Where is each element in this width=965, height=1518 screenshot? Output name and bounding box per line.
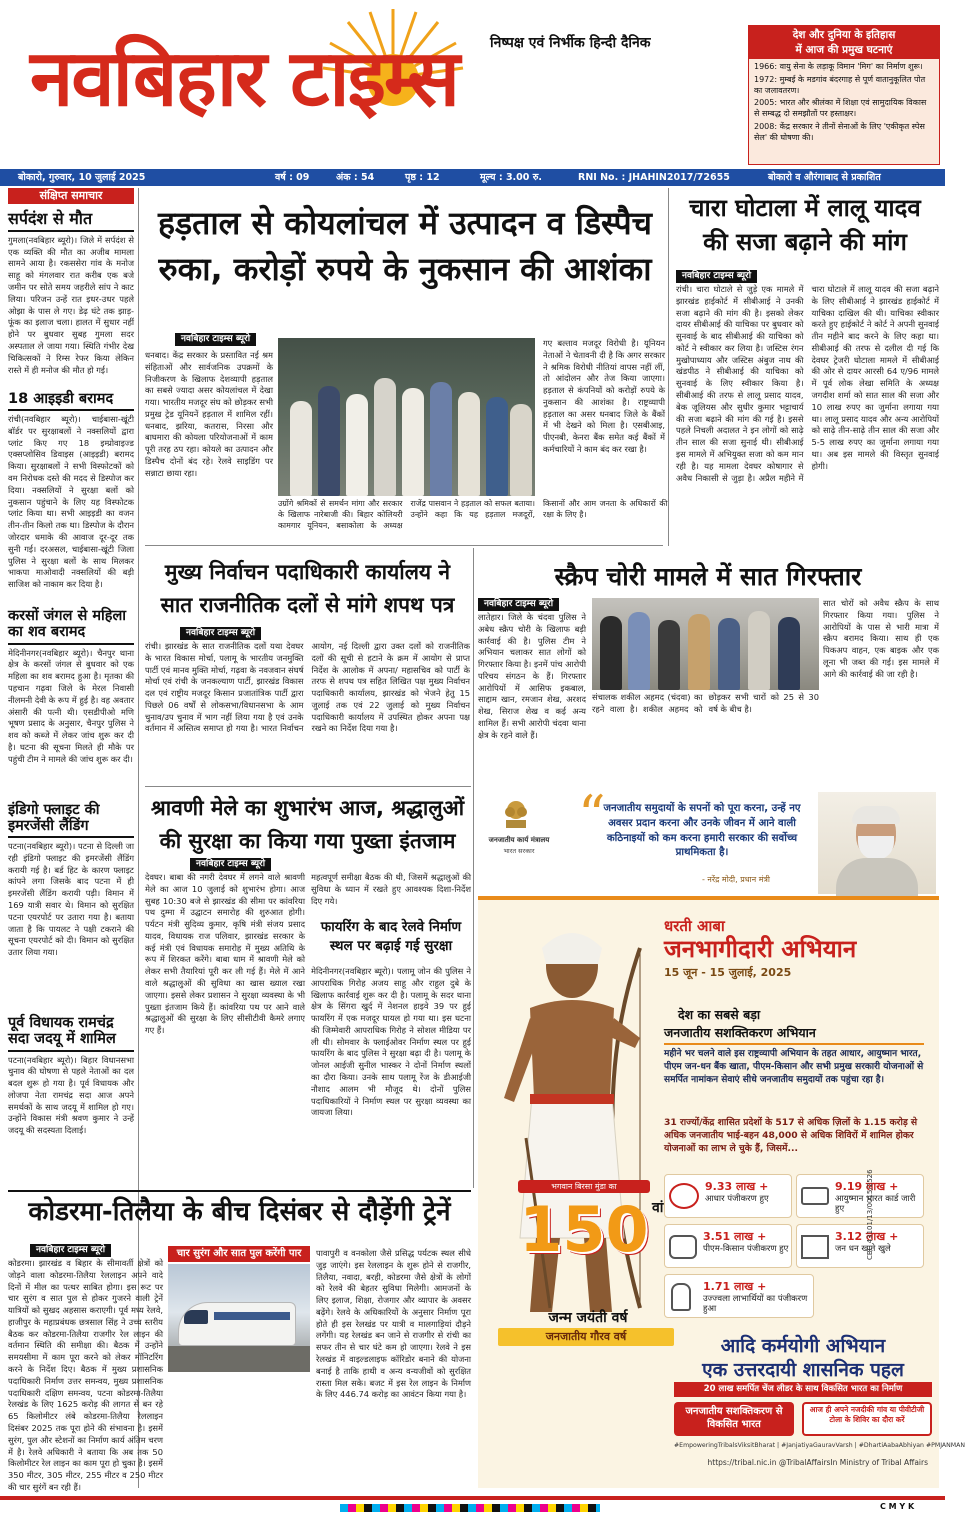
ad-campaign-big: जनभागीदारी अभियान xyxy=(664,935,857,963)
scrap-caption: संचालक शकील अहमद (चंदवा) का रहने वाला है। शकील अहमद को छोड़कर सभी चारों को 25 से 30 वर्ष के बीच है। xyxy=(592,692,819,714)
fodder-headline-line1: चारा घोटाला में लालू यादव xyxy=(689,194,921,222)
anniversary-badge xyxy=(518,1180,650,1328)
history-item: 1972: मुम्बई के मडगांव बंदरगाह से पूर्ण वातानुकूलित पोत का जलावतरण। xyxy=(754,74,926,95)
dateline-issue: अंक : 54 xyxy=(336,172,375,183)
divider xyxy=(668,188,669,546)
stat-value: 9.19 लाख + xyxy=(835,1180,899,1193)
brief-text: पटना(नवबिहार ब्यूरो)। पटना से दिल्ली जा रही इंडिगो फ्लाइट की इमरजेंसी लैंडिंग करायी गई है। बर्ड हिट के कारण फ्लाइट कांपने लगा जिसके बाद पटना में ही इमरजेंसी लैंडिंग करायी पड़ी। विमान में 169 यात्री सवार थे। विमान को सुरक्षित पटना एयरपोर्ट पर उतारा गया है। बताया जाता है कि पायलट ने पक्षी टकराने की सूचना एयरपोर्ट को दी। विमान को सुरक्षित उतार लिया गया। xyxy=(8,841,134,958)
footer-line xyxy=(0,1496,945,1500)
divider xyxy=(473,548,474,1188)
shravani-headline xyxy=(145,796,470,854)
koderma-text-right: पावापुरी व वनकोला जैसे प्रसिद्ध पर्यटक स्थल सीधे जुड़ जाएंगे। इस रेललाइन के शुरू होने से राजगीर, तिलैया, नवादा, बरही, कोडरमा जैसे क्षेत्रों के लोगों को रेलवे की बेहतर सुविधा मिलेगी। आमजनों के लिए इलाज, शिक्षा, रोजगार और व्यापार के अवसर बढ़ेंगे। रेलवे के अधिकारियों के अनुसार निर्माण पूरा होते ही इस रेलखंड पर यात्री व मालगाड़ियां दौड़ने लगेंगी। यह रेलखंड बन जाने से राजगीर से रांची का सफर तीन से चार घंटे कम हो जाएगा। रेलवे ने इस रेलखंड में वाइल्डलाइफ कॉरिडोर बनाने की योजना बनाई है ताकि हाथी व अन्य वन्यजीवों को सुरक्षित रास्ता मिल सके। बजट में इस रेल लाइन के निर्माण के लिए 446.74 करोड़ का आवंटन किया गया है। xyxy=(316,1248,471,1400)
shravani-headline-line1: श्रावणी मेले का शुभारंभ आज, श्रद्धालुओं xyxy=(150,796,465,820)
ad-top xyxy=(478,784,939,896)
lead-text-right: गए बल्ताव मजदूर विरोधी है। यूनियन नेताओं ने चेतावनी दी है कि अगर सरकार ने श्रमिक विरोधी नीतियां वापस नहीं लीं, तो आंदोलन और तेज किया जाएगा। हड़ताल से कंपनियों को करोड़ों रुपये के नुकसान की आशंका है। राष्ट्रव्यापी हड़ताल का असर धनबाद जिले के बैंकों में भी देखने को मिला है। एसबीआइ, पीएनबी, केनरा बैंक समेत कई बैंकों में कर्मचारियों ने काम बंद कर रखा है। xyxy=(543,338,665,455)
lead-headline xyxy=(145,205,665,289)
anniversary-suffix: वां xyxy=(652,1200,664,1216)
lead-headline-line2: रुका, करोड़ों रुपये के नुकसान की आशंका xyxy=(158,249,652,288)
lead-byline: नवबिहार टाइम्स ब्यूरो xyxy=(175,333,256,346)
lead-caption: उग्रोंगे श्रमिकों से समर्थन मांगा और सरकार के खिलाफ नारेबाजी की। बिहार कोलियरी कामगार यूनियन, बसाकोला के अध्यक्ष राजेंद्र पासवान ने हड़ताल को सफल बताया। उन्होंने कहा कि यह हड़ताल मजदूरों, किसानों और आम जनता के अधिकारों की रक्षा के लिए है। xyxy=(278,499,668,531)
firing-headline-line1: फायरिंग के बाद रेलवे निर्माण xyxy=(320,919,462,935)
ad-cbc: CBC 43101/13/0015/2526 xyxy=(866,1169,874,1260)
ad-desc: महीने भर चलने वाले इस राष्ट्रव्यापी अभियान के तहत आधार, आयुष्मान भारत, पीएम जन-धन बैंक खाता, पीएम-किसान और सभी प्रमुख सरकारी योजनाओं से समर्पित नामांकन सेवाएं सीधे जनजातीय समुदायों तक पहुंचा रहा है। xyxy=(664,1049,924,1085)
fodder-headline xyxy=(670,194,940,257)
brief-title: करसों जंगल से महिला का शव बरामद xyxy=(8,608,134,644)
koderma-text: कोडरमा। झारखंड व बिहार के सीमावर्ती क्षेत्रों को जोड़ने वाला कोडरमा-तिलैया रेललाइन अपने वादे दिनों में मील का पत्थर साबित होगा। इस रूट पर चार सुरंग व सात पुल से होकर गुजरने वाली ट्रेनें यात्रियों को सुखद अहसास कराएगी। पूर्व मध्य रेलवे, हाजीपुर के महाप्रबंधक छत्रसाल सिंह ने उच्च स्तरीय बैठक कर कोडरमा-तिलैया राजगीर रेल लाइन की वर्तमान स्थिति की समीक्षा की। बैठक में उन्होंने समयसीमा में काम पूरा करने को लेकर मॉनिटरिंग करने के निर्देश दिए। बैठक में मुख्य प्रशासनिक पदाधिकारी निर्माण उत्तर समन्वय, मुख्य प्रशासनिक पदाधिकारी दक्षिण समन्वय, पटना कोडरमा-तिलैया रेलखंड के लिए 1625 करोड़ की लागत से बन रहे 65 किलोमीटर लंबे कोडरमा-तिलैया रेललाइन दिसंबर 2025 तक पूरा होने की संभावना है। इसमें सुरंग, पुल और स्टेशनों का निर्माण कार्य अंतिम चरण में है। रेलवे अधिकारी ने बताया कि अब तक 50 किलोमीटर रेल लाइन का काम पूरा हो चुका है। इसमें 350 मीटर, 305 मीटर, 255 मीटर व 250 मीटर की चार सुरंगें बन रही हैं। xyxy=(8,1258,163,1492)
history-item: 2008: केंद्र सरकार ने तीनों सेनाओं के लिए 'एकीकृत स्पेस सेल' की घोषणा की। xyxy=(754,121,925,142)
divider xyxy=(145,786,471,787)
cmyk-label: C M Y K xyxy=(880,1502,915,1511)
card-icon xyxy=(801,1187,829,1205)
ad-ministry-en: भारत सरकार xyxy=(503,847,535,855)
koderma-byline: नवबिहार टाइम्स ब्यूरो xyxy=(30,1244,111,1257)
ad-orange-band xyxy=(478,896,939,900)
stat-card-aadhaar xyxy=(664,1174,792,1218)
anniversary-top: भगवान बिरसा मुंडा का xyxy=(518,1180,650,1193)
dateline-pages: पृष्ठ : 12 xyxy=(405,172,440,183)
brief-header: संक्षिप्त समाचार xyxy=(8,188,134,204)
ad-left-pill: जनजातीय सशक्तिकरण से विकसित भारत xyxy=(674,1402,794,1436)
tractor-icon xyxy=(669,1235,697,1259)
ad-panel xyxy=(478,784,965,1488)
scrap-headline: स्क्रैप चोरी मामले में सात गिरफ्तार xyxy=(554,562,862,591)
election-headline-line1: मुख्य निर्वाचन पदाधिकारी कार्यालय ने xyxy=(164,560,451,584)
fodder-headline-line2: की सजा बढ़ाने की मांग xyxy=(703,228,907,257)
brief-text: मेदिनीनगर(नवबिहार ब्यूरो)। चैनपुर थाना क्षेत्र के करसों जंगल से बुधवार को एक महिला का शव बरामद हुआ है। मृतका की पहचान गढ़वा जिले के मेरल निवासी नीलमनी देवी के रूप में हुई है। वह अवतार अंसारी की पत्नी थी। एसडीपीओ मणि भूषण प्रसाद के अनुसार, चैनपुर पुलिस ने शव को कब्जे में लेकर जांच शुरू कर दी है। घटना की सूचना मिलते ही मौके पर पहुंची टीम ने मामले की जांच शुरू कर दी। xyxy=(8,647,134,764)
registration-marks xyxy=(340,1504,600,1512)
stat-label: आयुष्मान भारत कार्ड जारी हुए xyxy=(835,1194,916,1214)
ad-ministry: जनजातीय कार्य मंत्रालय xyxy=(488,836,550,844)
stat-value: 9.33 लाख + xyxy=(705,1180,769,1193)
stat-value: 3.12 लाख + xyxy=(835,1230,899,1243)
ad-sub2: जनजातीय सशक्तिकरण अभियान xyxy=(664,1024,924,1045)
dateline-date: बोकारो, गुरुवार, 10 जुलाई 2025 xyxy=(18,172,146,183)
ad-dates: 15 जून - 15 जुलाई, 2025 xyxy=(664,966,792,980)
masthead-tagline: निष्पक्ष एवं निर्भीक हिन्दी दैनिक xyxy=(490,35,651,51)
fodder-byline: नवबिहार टाइम्स ब्यूरो xyxy=(676,270,757,283)
shravani-text: देवघर। बाबा की नगरी देवघर में लगने वाले श्रावणी मेले का आज 10 जुलाई को शुभारंभ होगा। आज सुबह 10:30 बजे से झारखंड की सीमा पर कांवरिया पथ दुम्मा में उद्घाटन समारोह की शुरुआत होगी। पर्यटन मंत्री सुदिव्य कुमार, कृषि मंत्री संजय प्रसाद यादव, विधायक राज पलिवार, झारखंड सरकार के कई मंत्री एवं विधायक समारोह में मुख्य अतिथि के रूप में शिरकत करेंगे। बाबा धाम में श्रावणी मेले को लेकर सभी तैयारियां पूरी कर ली गई हैं। मेले में आने वाले श्रद्धालुओं की सुविधा का खास ख्याल रखा जाएगा। इससे लेकर प्रशासन ने सुरक्षा व्यवस्था के भी पुख्ता इंतजाम किये हैं। कांवरिया पथ पर आने वाले श्रद्धालुओं की सुरक्षा के लिए सीसीटीवी कैमरे लगाए गए हैं। xyxy=(145,872,305,1036)
stat-card-pmkisan xyxy=(664,1224,792,1268)
brief-title: 18 आइइडी बरामद xyxy=(8,391,134,411)
stat-label: आधार पंजीकरण हुए xyxy=(705,1194,769,1204)
anniversary-number: 150 xyxy=(519,1193,649,1266)
brief-title: पूर्व विधायक रामचंद्र सदा जदयू में शामिल xyxy=(8,1015,134,1051)
ad-hashtags: #EmpoweringTribalsViksitBharat | #JanjatiyaGauravVarsh | #DhartiAabaAbhiyan #PMJANMAN xyxy=(674,1442,965,1449)
dateline-rni: RNI No. : JHAHIN2017/72655 xyxy=(578,172,730,183)
scrap-text-right: सात चोरों को अवैध स्क्रैप के साथ गिरफ्तार किया गया। पुलिस ने आरोपियों के पास से भारी मात्रा में स्क्रैप बरामद किया। साथ ही एक पिकअप वाहन, एक बाइक और एक लूना भी जब्त की गई। इस मामले में आगे की कार्रवाई की जा रही है। xyxy=(823,598,939,679)
election-headline xyxy=(145,560,470,618)
dateline-published: बोकारो व औरंगाबाद से प्रकाशित xyxy=(768,172,881,183)
lead-text-left: धनबाद। केंद्र सरकार के प्रस्तावित नई श्रम संहिताओं और सार्वजनिक उपक्रमों के निजीकरण के खिलाफ देशव्यापी हड़ताल का सबसे ज्यादा असर कोयलांचल में देखा गया। भारतीय मजदूर संघ को छोड़कर सभी प्रमुख ट्रेड यूनियनें हड़ताल में शामिल रहीं। धनबाद, झरिया, कतरास, निरसा और बाघमारा की कोयला परियोजनाओं में काम पूरी तरह ठप रहा। कोयले का उत्पादन और डिस्पैच दोनों बंद रहे। रेलवे साइडिंग पर सन्नाटा छाया रहा। xyxy=(145,350,273,478)
election-text: रांची। झारखंड के सात राजनीतिक दलों यथा देवघर के भारत विकास मोर्चा, पलामू के भारतीय जनमुक्ति पार्टी एवं मानव मुक्ति मोर्चा, गढ़वा के नवजवान संघर्ष मोर्चा एवं रांची के जनकल्याण पार्टी, झारखंड विकास दल एवं राष्ट्रीय मजदूर किसान प्रजातांत्रिक पार्टी द्वारा पिछले 06 वर्षों से लोकसभा/विधानसभा के आम चुनाव/उप चुनाव में भाग नहीं लिया गया है एवं उनके वर्तमान में अस्तित्व समाप्त हो गया है। भारत निर्वाचन आयोग, नई दिल्ली द्वारा उक्त दलों को राजनीतिक दलों की सूची से हटाने के क्रम में आयोग से प्राप्त निर्देश के आलोक में अपना/ महासचिव को पार्टी के तरफ से शपथ पत्र सहित लिखित पक्ष मुख्य निर्वाचन पदाधिकारी कार्यालय, झारखंड को भेजने हेतु 15 जुलाई तक एवं 22 जुलाई को मुख्य निर्वाचन पदाधिकारी कार्यालय में उपस्थित होकर अपना पक्ष रखने का निर्देश दिया गया है। xyxy=(145,641,470,734)
koderma-headline: कोडरमा-तिलैया के बीच दिसंबर से दौड़ेंगी ट्रेनें xyxy=(28,1197,451,1227)
ad-quote-by: - नरेंद्र मोदी, प्रधान मंत्री xyxy=(702,875,770,884)
lead-photo xyxy=(278,338,535,496)
stat-card-jandhan xyxy=(796,1224,924,1268)
history-header-2: में आज की प्रमुख घटनाएं xyxy=(795,44,893,56)
aadhaar-icon xyxy=(669,1183,699,1209)
shravani-text-right: महत्वपूर्ण समीक्षा बैठक की थी, जिसमें श्रद्धालुओं की सुविधा के ध्यान में रखते हुए आवश्यक दिशा-निर्देश दिए गये। xyxy=(311,872,471,906)
lead-headline-line1: हड़ताल से कोयलांचल में उत्पादन व डिस्पैच xyxy=(158,204,652,242)
masthead xyxy=(0,0,945,168)
brief-text: रांची(नवबिहार ब्यूरो)। चाईबासा-खूंटी बॉर्डर पर सुरक्षाबलों ने नक्सलियों द्वारा प्लांट किए गए 18 इम्प्रोवाइज्ड एक्सप्लोसिव डिवाइस (आइइडी) बरामद किया। सुरक्षाबलों ने सभी विस्फोटकों को वम निरोधक दस्ते की मदद से डिस्पोज कर दिया। नक्सलियों ने सुरक्षा बलों को नुकसान पहुंचाने के लिए यह विस्फोटक प्लांट किया था। सभी आइइडी का वजन तीन-तीन किलो तक था। डिस्पोज के दौरान जोरदार धमाके की आवाज दूर-दूर तक सुनी गई। दरअसल, चाईबासा-खूंटी जिला पुलिस ने सुरक्षा बलों के साथ मिलकर भाकपा माओवादी नक्सलियों की बड़ी साजिश को नाकाम कर दिया है। xyxy=(8,414,134,590)
dateline-bar xyxy=(0,169,945,186)
scrap-byline: नवबिहार टाइम्स ब्यूरो xyxy=(478,598,559,611)
stat-value: 1.71 लाख + xyxy=(703,1280,767,1293)
election-byline: नवबिहार टाइम्स ब्यूरो xyxy=(180,627,261,640)
train-photo xyxy=(168,1264,310,1372)
ad-bottom-title2: एक उत्तरदायी शासनिक पहल xyxy=(702,1359,904,1381)
emblem-icon xyxy=(502,798,530,832)
ad-right-pill: आज ही अपने नजदीकी गांव या पीवीटीजी टोला के शिविर का दौरा करें xyxy=(802,1402,932,1436)
ad-bottom-title1: आदि कर्मयोगी अभियान xyxy=(720,1335,886,1357)
stat-card-ayushman xyxy=(796,1174,924,1218)
ad-bottom-band: 20 लाख समर्पित चेंज लीडर के साथ विकसित भारत का निर्माण xyxy=(674,1382,932,1397)
election-headline-line2: सात राजनीतिक दलों से मांगे शपथ पत्र xyxy=(160,592,455,617)
ad-campaign-small: धरती आबा xyxy=(664,917,725,935)
stat-label: पीएम-किसान पंजीकरण हुए xyxy=(703,1244,789,1254)
stat-label: उज्ज्वला लाभार्थियों का पंजीकरण हुआ xyxy=(703,1294,808,1314)
stat-label: जन धन खाते खुले xyxy=(835,1244,891,1254)
dateline-year: वर्ष : 09 xyxy=(275,172,310,183)
divider xyxy=(8,1190,471,1192)
ad-reach: 31 राज्यों/केंद्र शासित प्रदेशों के 517 से अधिक ज़िलों के 1.15 करोड़ से अधिक जनजातीय भाई-बहन 48,000 से अधिक शिविरों में शामिल होकर योजनाओं का लाभ ले चुके हैं, जिसमें... xyxy=(664,1117,918,1155)
modi-photo xyxy=(818,792,936,894)
dateline-price: मूल्य : 3.00 रु. xyxy=(480,172,542,183)
brief-title: सर्पदंश से मौत xyxy=(8,210,134,232)
shravani-byline: नवबिहार टाइम्स ब्यूरो xyxy=(190,858,271,871)
firing-headline xyxy=(311,920,471,955)
anniversary-band: जनजातीय गौरव वर्ष xyxy=(498,1328,674,1346)
ad-sub1: देश का सबसे बड़ा xyxy=(678,1007,761,1022)
gas-icon xyxy=(671,1283,691,1311)
ad-quote: जनजातीय समुदायों के सपनों को पूरा करना, उन्हें नए अवसर प्रदान करना और उनके जीवन में आने वाली कठिनाइयों को कम करना हमारी सरकार की सर्वोच्च प्राथमिकता है। xyxy=(603,803,801,859)
masthead-title: नवबिहार टाइम्स xyxy=(30,34,458,124)
shravani-headline-line2: की सुरक्षा का किया गया पुख्ता इंतजाम xyxy=(159,828,456,853)
koderma-subbanner: चार सुरंग और सात पुल करेंगी पार xyxy=(168,1246,310,1262)
ad-links: https://tribal.nic.in @TribalAffairsIn Ministry of Tribal Affairs xyxy=(707,1458,928,1467)
brief-text: गुमला(नवबिहार ब्यूरो)। जिले में सर्पदंश से एक व्यक्ति की मौत का अजीब मामला सामने आया है। रकससेरा गांव के मनोज साहू को मंगलवार रात करीब एक बजे जमीन पर सोते समय जहरीले सांप ने काट लिया। परिजन उन्हें रात इधर-उधर पहले ओझा के पास ले गए। डेढ़ घंटे तक झाड़-फूंक का इलाज चला। हालत में सुधार नहीं होने पर बुधवार सुबह गुमला सदर अस्पताल ले जाया गया। स्थिति गंभीर देख चिकित्सकों ने रिम्स रेफर किया लेकिन रास्ते में ही मनोज की मौत हो गई। xyxy=(8,234,134,375)
firing-text: मेदिनीनगर(नवबिहार ब्यूरो)। पलामू जोन की पुलिस ने आपराधिक गिरोह अजय साहू और राहुल दुबे के खिलाफ कार्रवाई शुरू कर दी है। पलामू के सदर थाना क्षेत्र के सिंगरा खुर्द में नेशनल हाइवे 39 पर हुई फायरिंग में एक मजदूर घायल हो गया था। इस घटना की जिम्मेवारी आपराधिक गिरोह ने सोशल मीडिया पर ली थी। सोमवार के फ्लाईओवर निर्माण स्थल पर हुई फायरिंग के बाद पुलिस ने सुरक्षा बढ़ा दी है। पलामू के जोनल आईजी सुनील भास्कर ने दोनों निर्माण स्थलों का दौरा किया। उनके साथ पलामू रेंज के डीआईजी नौशाद आलम भी मौजूद थे। दोनों पुलिस पदाधिकारियों ने निर्माण स्थल पर सुरक्षा व्यवस्था का जायजा लिया। xyxy=(311,966,471,1118)
bank-icon xyxy=(801,1235,829,1259)
stat-value: 3.51 लाख + xyxy=(703,1230,767,1243)
firing-headline-line2: स्थल पर बढ़ाई गई सुरक्षा xyxy=(329,937,453,954)
brief-title: इंडिगो फ्लाइट की इमरजेंसी लैंडिंग xyxy=(8,802,134,838)
brief-text: पटना(नवबिहार ब्यूरो)। बिहार विधानसभा चुनाव की घोषणा से पहले नेताओं का दल बदल शुरू हो गया है। पूर्व विधायक और लोजपा नेता रामचंद्र सदा आज अपने समर्थकों के साथ जदयू में शामिल हो गए। उन्होंने विकास मंत्री श्रवण कुमार ने उन्हें जदयू की सदस्यता दिलाई। xyxy=(8,1054,134,1136)
fodder-text: रांची। चारा घोटाले से जुड़े एक मामले में झारखंड हाईकोर्ट में सीबीआई ने उनकी सजा बढ़ाने की मांग की है। इसको लेकर दायर सीबीआई की याचिका पर बुधवार को सुनवाई के बाद सीबीआई की याचिका को कोर्ट ने स्वीकार कर लिया है। जस्टिस रंगन मुखोपाध्याय और जस्टिस अंबुज नाथ की खंडपीठ ने सीबीआई की याचिका को सुनवाई के लिए स्वीकार किया है। सीबीआई की तरफ से लालू प्रसाद यादव, बेक जूलियस और सुधीर कुमार भट्टाचार्य की सजा बढ़ाने की मांग की गई है। इससे पहले निचली अदालत ने इन लोगों को साढ़े तीन साल की सजा सुनाई थी। सीबीआई इस मामले में अभियुक्त सजा को कम मान रही है। यह मामला देवघर कोषागार से अवैध निकासी से जुड़ा है। अप्रैल महीने में चारा घोटाले में लालू यादव की सजा बढ़ाने के लिए सीबीआई ने झारखंड हाईकोर्ट में याचिका दाखिल की थी। याचिका स्वीकार करते हुए हाईकोर्ट ने कोर्ट ने अपनी सुनवाई तीन महीने बाद करने के लिए कहा था। सीबीआई की तरफ से दलील दी गई कि देवघर ट्रेजरी घोटाला मामले में सीबीआई की ओर से दायर आरसी 64 ए/96 मामले में पूर्व लोक लेखा समिति के अध्यक्ष जगदीश शर्मा को सात साल की सजा और 10 लाख रुपए का जुर्माना लगाया गया था। लालू प्रसाद यादव और अन्य आरोपियों को साढ़े तीन-साढ़े तीन साल की सजा और 5-5 लाख रुपए का जुर्माना लगाया गया था। अब इस मामले की विस्तृत सुनवाई होगी। xyxy=(676,284,939,483)
history-box xyxy=(748,25,940,165)
ad-campaign-box xyxy=(664,916,924,1016)
scrap-text: लातेहार। जिले के चंदवा पुलिस ने अबेध स्क्रैप चोरी के खिलाफ बड़ी कार्रवाई की है। पुलिस टीम ने अभियान चलाकर सात लोगों को गिरफ्तार किया है। इनमें पांच आरोपी परिचय संगठन के हैं। गिरफ्तार आरोपियों में आसिफ इकबाल, साद्दाम खान, रमजान शेख, अरशद शेख, सिराज शेख व कई अन्य शामिल हैं। सभी आरोपी चंदवा थाना क्षेत्र के रहने वाले हैं। xyxy=(478,612,586,740)
stat-card-ujjwala xyxy=(664,1274,814,1318)
divider xyxy=(145,545,663,546)
history-item: 2005: भारत और श्रीलंका में शिक्षा एवं सामुदायिक विकास से सम्बद्ध दो समझौतों पर हस्ताक्षर। xyxy=(754,98,927,119)
quote-mark-icon: “ xyxy=(578,784,606,847)
anniversary-label: जन्म जयंती वर्ष xyxy=(548,1310,628,1326)
history-header-1: देश और दुनिया के इतिहास xyxy=(792,29,896,41)
scrap-photo xyxy=(592,598,819,690)
history-item: 1966: वायु सेना के लड़ाकू विमान 'मिग' का निर्माण शुरू। xyxy=(754,62,923,71)
